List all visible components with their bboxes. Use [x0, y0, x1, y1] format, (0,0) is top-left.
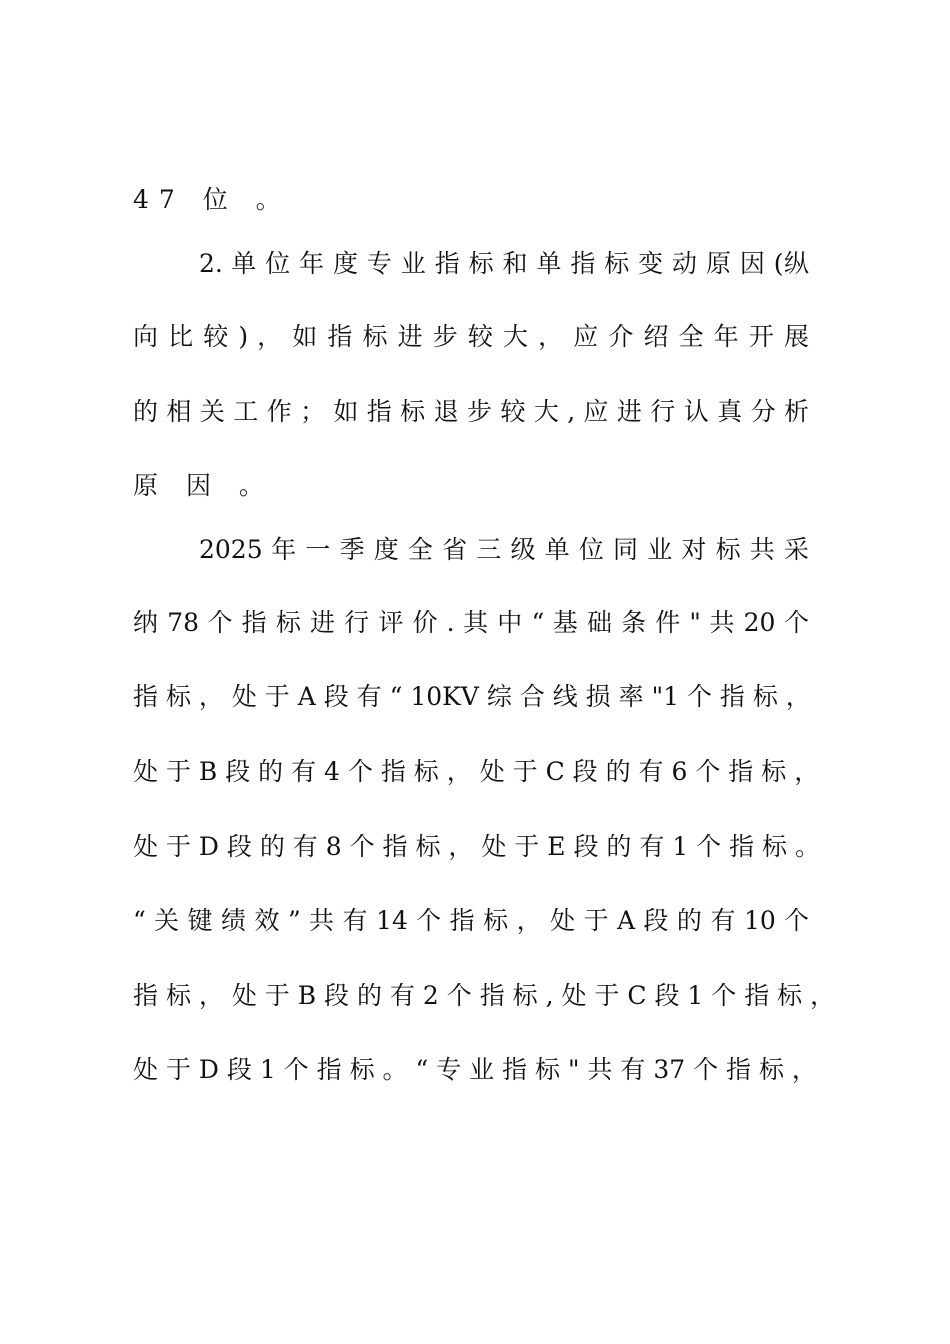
text-line-2: 2. 单 位 年 度 专 业 指 标 和 单 指 标 变 动 原 因 (纵	[199, 249, 809, 278]
text-line-12: 指 标 ， 处 于 B 段 的 有 2 个 指 标 , 处 于 C 段 1 个 指 标 ，	[133, 981, 836, 1010]
text-line-8: 指 标 ， 处 于 A 段 有 “ 10KV 综 合 线 损 率 "1 个 指 标 ，	[133, 682, 811, 711]
text-line-5: 原 因 。	[133, 471, 274, 500]
text-line-11: “ 关 键 绩 效 ” 共 有 14 个 指 标 ， 处 于 A 段 的 有 10 个	[133, 906, 809, 935]
text-line-9: 处 于 B 段 的 有 4 个 指 标 ， 处 于 C 段 的 有 6 个 指 标 ，	[133, 757, 820, 786]
text-line-10: 处 于 D 段 的 有 8 个 指 标 ， 处 于 E 段 的 有 1 个 指 标 。	[133, 832, 820, 861]
text-line-4: 的 相 关 工 作 ； 如 指 标 退 步 较 大 , 应 进 行 认 真 分 析	[133, 397, 809, 426]
text-line-3: 向 比 较 ) ， 如 指 标 进 步 较 大 ， 应 介 绍 全 年 开 展	[133, 322, 809, 351]
text-line-13: 处 于 D 段 1 个 指 标 。 “ 专 业 指 标 " 共 有 37 个 指 标 ，	[133, 1055, 817, 1084]
text-line-6: 2025 年 一 季 度 全 省 三 级 单 位 同 业 对 标 共 采	[199, 535, 809, 564]
text-line-1: 47 位 。	[133, 185, 291, 214]
text-line-7: 纳 78 个 指 标 进 行 评 价 . 其 中 “ 基 础 条 件 " 共 20 个	[133, 608, 809, 637]
